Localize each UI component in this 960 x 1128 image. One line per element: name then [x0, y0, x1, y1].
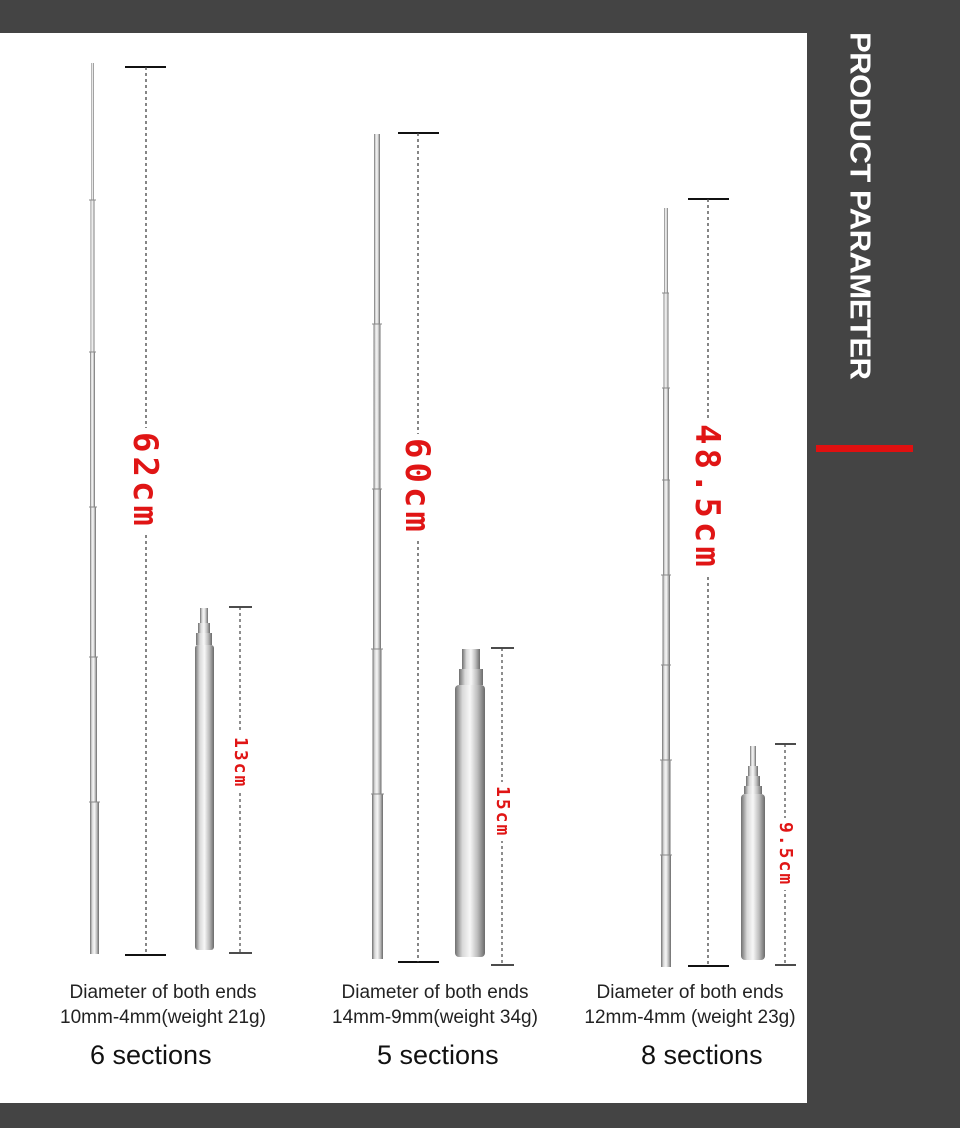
measure-line-60cm — [398, 133, 439, 962]
product-spec-3 — [570, 982, 810, 1029]
diameter-spec: 14mm-9mm(weight 34g) — [332, 1007, 538, 1028]
section-count-2: 5 sections — [377, 1040, 499, 1070]
diameter-spec: 12mm-4mm (weight 23g) — [584, 1007, 796, 1028]
diameter-spec: 10mm-4mm(weight 21g) — [60, 1007, 266, 1028]
extended-rod-3 — [660, 208, 672, 967]
collapsed-rod-2 — [455, 649, 485, 957]
product-spec-1 — [38, 982, 288, 1029]
collapsed-rod-1 — [195, 608, 214, 950]
extended-length-label-1: 62cm — [128, 428, 162, 534]
extended-length-label-3: 48.5cm — [690, 420, 724, 575]
extended-rod-2 — [371, 134, 384, 959]
extended-length-label-2: 60cm — [400, 434, 434, 540]
extended-rod-1 — [89, 63, 100, 954]
section-count-1: 6 sections — [90, 1040, 212, 1070]
section-count-3: 8 sections — [641, 1040, 763, 1070]
diameter-label: Diameter of both ends — [69, 982, 257, 1003]
diameter-label: Diameter of both ends — [596, 982, 784, 1003]
product-spec-2 — [310, 982, 560, 1029]
collapsed-rod-3 — [741, 746, 765, 960]
section-title: PRODUCT PARAMETER — [843, 32, 877, 380]
collapsed-length-label-3: 9.5cm — [776, 818, 794, 890]
diameter-label: Diameter of both ends — [341, 982, 529, 1003]
collapsed-length-label-1: 13cm — [231, 733, 249, 792]
collapsed-length-label-2: 15cm — [493, 782, 511, 841]
measure-line-48-5cm — [688, 199, 729, 966]
